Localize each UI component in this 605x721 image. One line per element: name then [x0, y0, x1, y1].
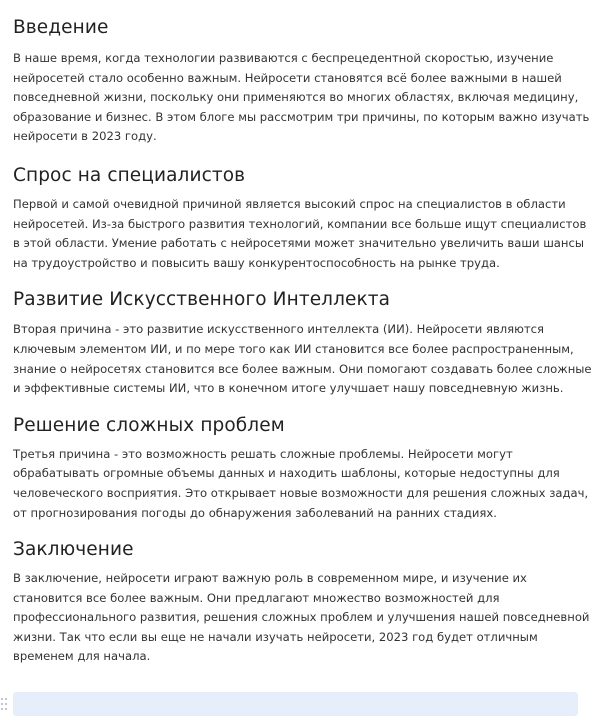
- section-specialist-demand: [13, 147, 593, 273]
- section-heading[interactable]: Спрос на специалистов: [13, 164, 246, 186]
- section-heading[interactable]: Введение: [13, 17, 109, 38]
- article-body: [13, 0, 593, 667]
- section-heading[interactable]: Развитие Искусственного Интеллекта: [13, 289, 391, 311]
- section-paragraph[interactable]: Первой и самой очевидной причиной является высокий спрос на специалистов в области нейросетей. Из-за быстрого развития технологий, компании все больше ищут специалистов в этой области. Умение работать с нейросетями может значительно увеличить ваши шансы на трудоустройство и повысить вашу конкурентоспособность на рынке труда.: [13, 196, 587, 270]
- section-heading[interactable]: Заключение: [13, 539, 134, 561]
- empty-text-block[interactable]: [13, 692, 578, 716]
- section-introduction: [13, 0, 593, 147]
- section-conclusion: [13, 523, 593, 667]
- section-heading[interactable]: Решение сложных проблем: [13, 414, 285, 436]
- section-ai-development: [13, 273, 593, 398]
- section-paragraph[interactable]: Третья причина - это возможность решать сложные проблемы. Нейросети могут обрабатывать огромные объемы данных и находить шаблоны, которые недоступны для человеческого восприятия. Это открывает новые возможности для решения сложных задач, от прогнозирования погоды до обнаружения заболеваний на ранних стадиях.: [13, 446, 589, 520]
- section-paragraph[interactable]: В заключение, нейросети играют важную роль в современном мире, и изучение их становится все более важным. Они предлагают множество возможностей для профессионального развития, решения сложных проблем и улучшения нашей повседневной жизни. Так что если вы еще не начали изучать нейросети, 2023 год будет отличным временем для начала.: [13, 571, 590, 664]
- drag-handle-icon[interactable]: [1, 698, 9, 712]
- section-paragraph[interactable]: В наше время, когда технологии развиваются с беспрецедентной скоростью, изучение нейросетей стало особенно важным. Нейросети становятся всё более важными в нашей повседневной жизни, поскольку они применяются во многих областях, включая медицину, образование и бизнес. В этом блоге мы рассмотрим три причины, по которым важно изучать нейросети в 2023 году.: [13, 51, 590, 144]
- section-paragraph[interactable]: Вторая причина - это развитие искусственного интеллекта (ИИ). Нейросети являются ключевым элементом ИИ, и по мере того как ИИ становится все более распространенным, знание о нейросетях становится все более важным. Они помогают создавать более сложные и эффективные системы ИИ, что в конечном итоге улучшает нашу повседневную жизнь.: [13, 322, 592, 396]
- section-complex-problems: [13, 399, 593, 523]
